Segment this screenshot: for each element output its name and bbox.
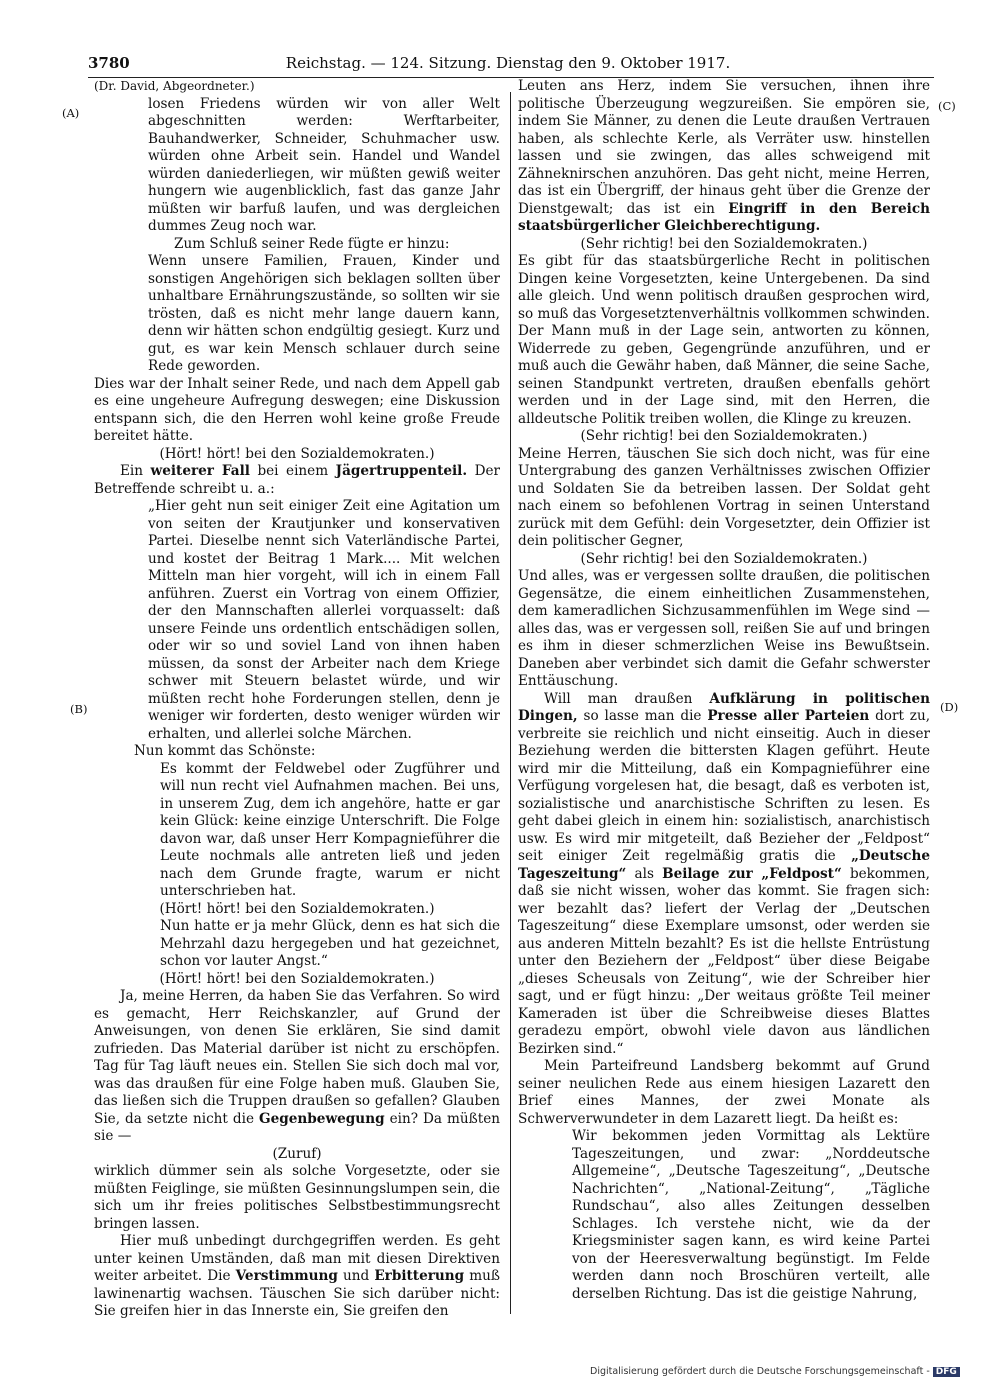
body-paragraph: Nun kommt das Schönste: (134, 743, 316, 759)
body-paragraph: Ja, meine Herren, da haben Sie das Verfahren. So wird es gemacht, Herr Reichskanzler, auf Grund der Anweisungen, von denen Sie erklären, Sie sind damit zufrieden. Das Material darüber ist nicht zu erschöpfen. Tag für Tag läuft neues ein. Stellen Sie sich doch mal vor, was das draußen für eine Folge haben muß. Glauben Sie, das ließen sich die Truppen draußen so gefallen? Glauben Sie, da setzte nicht die Gegenbewegung ein? Da müßten sie — (94, 988, 500, 1144)
quote-paragraph: Wenn unsere Familien, Frauen, Kinder und sonstigen Angehörigen sich beklagen sollten über unhaltbare Ernährungszustände, so sollten wir sie trösten, daß es nicht mehr lange dauern kann, denn wir hätten schon endgültig gesiegt. Kurz und gut, es war kein Mensch schlauer durch seine Rede geworden. (148, 253, 500, 374)
interjection: (Hört! hört! bei den Sozialdemokraten.) (159, 970, 435, 987)
interjection: (Hört! hört! bei den Sozialdemokraten.) (159, 900, 435, 917)
body-paragraph: Will man draußen Aufklärung in politischen Dingen, so lasse man die Presse aller Parteien dort zu, verbreite sie reichlich und nicht einseitig. Auch in dieser Beziehung werden die bittersten Klagen geführt. Heute wird mir die Mitteilung, daß ein Kompagnieführer eine Verfügung vorgelesen hat, die besagt, daß es verboten ist, sozialistische und anarchistische Schriften zu lesen. Es geht dabei gleich in einem hin: sozialistisch, anarchistisch usw. Es wird mir mitgeteilt, daß Bezieher der „Feldpost“ seit einiger Zeit regelmäßig gratis die „Deutsche Tageszeitung“ als Beilage zur „Feldpost“ bekommen, daß sie nicht wissen, woher das kommt. Sie fragen sich: wer bezahlt das? liefert der Verlag der „Deutschen Tageszeitung“ diese Exemplare umsonst, oder werden sie aus anderen Mitteln bezahlt? Es ist die hellste Entrüstung unter den Beziehern der „Feldpost“ über diese Beigabe „dieses Scheusals von Zeitung“, wie der Schreiber hier sagt, und er fügt hinzu: „Der weitaus größte Teil meiner Kameraden ist über die Schreibweise dieses Blattes geradezu empört, obwohl viele davon aus ländlichen Bezirken sind.“ (518, 690, 931, 1057)
quote-paragraph: „Hier geht nun seit einiger Zeit eine Agitation um von seiten der Krautjunker und konservativen Partei. Dieselbe nennt sich Vaterländische Partei, und kostet der Beitrag 1 Mark.... Mit welchen Mitteln man hier vorgeht, will ich in einem Fall anführen. Zuerst ein Vortrag von einem Offizier, der den Mannschaften allerlei vorquasselt: daß unsere Feinde uns ordentlich entschädigen sollen, oder wir so und soviel Land von ihnen haben müssen, da sonst der Arbeiter nach dem Kriege schwer mit Steuern belastet würde, und wir müßten recht hohe Forderungen stellen, denn je weniger wir forderten, desto weniger würden wir erhalten, und allerlei solche Märchen. (148, 498, 500, 742)
body-paragraph: Mein Parteifreund Landsberg bekommt auf Grund seiner neulichen Rede aus einem hiesigen Lazarett den Brief eines Mannes, der zwei Monate als Schwerverwundeter in dem Lazarett liegt. Da heißt es: (518, 1058, 930, 1127)
left-column (94, 78, 500, 1321)
page-number: 3780 (88, 54, 130, 72)
quote-paragraph: Es kommt der Feldwebel oder Zugführer und will nun recht viel Aufnahmen machen. Bei uns, in unserem Zug, dem ich angehöre, hatte er gar kein Glück: keine einzige Unterschrift. Die Folge davon war, daß unser Herr Kompagnieführer die Leute nochmals alle antreten ließ und jeden nach dem Grunde fragte, warum er nicht unterschrieben hat. (160, 760, 500, 899)
margin-label-a: (A) (62, 106, 80, 120)
body-paragraph: Ein weiterer Fall bei einem Jägertruppenteil. Der Betreffende schreibt u. a.: (94, 463, 501, 497)
quote-paragraph: Wir bekommen jeden Vormittag als Lektüre Tageszeitungen, und zwar: „Norddeutsche Allgemeine“, „Deutsche Tageszeitung“, „Deutsche Nachrichten“, „National-Zeitung“, „Tägliche Rundschau“, also alles Zeitungen desselben Schlages. Ich verstehe nicht, wie da der Kriegsminister sagen kann, es wird keine Partei von der Heeresverwaltung begünstigt. Im Felde werden dann noch Broschüren verteilt, alle derselben Richtung. Das ist die geistige Nahrung, (572, 1128, 930, 1302)
quote-paragraph: Nun hatte er ja mehr Glück, denn es hat sich die Mehrzahl dazu hergegeben und hat gezeichnet, schon vor lauter Angst.“ (160, 918, 500, 969)
right-column (518, 78, 930, 1303)
body-paragraph: Und alles, was er vergessen sollte draußen, die politischen Gegensätze, die einem einheitlichen Zusammenstehen, dem kameradlichen Sichzusammenfühlen im Wege sind — alles das, was er vergessen soll, reißen Sie auf und bringen es ihm in dieser schmerzlichen Weise ins Bewußtsein. Daneben aber verbindet sich damit die Gefahr schwerster Enttäuschung. (518, 568, 930, 689)
dfg-logo: DFG (933, 1367, 960, 1377)
interjection: (Sehr richtig! bei den Sozialdemokraten.) (580, 550, 868, 567)
interjection: (Zuruf) (272, 1145, 322, 1162)
quote-paragraph: Zum Schluß seiner Rede fügte er hinzu: (174, 235, 450, 252)
margin-label-b: (B) (70, 702, 88, 716)
interjection: (Sehr richtig! bei den Sozialdemokraten.) (580, 235, 868, 252)
interjection: (Hört! hört! bei den Sozialdemokraten.) (159, 445, 435, 462)
footer-text: Digitalisierung gefördert durch die Deutsche Forschungsgemeinschaft - (590, 1366, 930, 1377)
column-divider (510, 92, 511, 1314)
margin-label-d: (D) (940, 700, 959, 714)
body-paragraph: Es gibt für das staatsbürgerliche Recht in politischen Dingen keine Vorgesetzten, keine Untergebenen. Da sind alle gleich. Und wenn politisch draußen gesprochen wird, so muß das Vorgesetztenverhältnis vollkommen schwinden. Der Mann muß in der Lage sein, antworten zu können, Widerrede zu geben, Gegengründe anzuführen, und er muß auch die Gewähr haben, daß Männer, die seine Sache, seinen Standpunkt vertreten, draußen ebenfalls gehört werden und in der Lage sind, mit den Herren, die alldeutsche Politik treiben wollen, die Klinge zu kreuzen. (518, 253, 930, 427)
page-header (88, 54, 928, 76)
digitization-footer (590, 1366, 960, 1377)
body-paragraph: Leuten ans Herz, indem Sie versuchen, ihnen ihre politische Überzeugung wegzureißen. Sie empören sie, indem Sie Männer, zu denen die Leute draußen Vertrauen haben, als schlechte Kerle, als Verräter usw. hinstellen lassen und sie zwingen, das alles schweigend mit Zähneknirschen anzuhören. Das geht nicht, meine Herren, das ist ein Übergriff, der hinaus geht über die Grenze der Dienstgewalt; das ist ein Eingriff in den Bereich staatsbürgerlicher Gleichberechtigung. (518, 78, 930, 234)
body-paragraph: wirklich dümmer sein als solche Vorgesetzte, oder sie müßten Feiglinge, sie müßten Gesinnungslumpen sein, die sich um ihr freies politisches Selbstbestimmungsrecht bringen lassen. (94, 1163, 500, 1232)
body-paragraph: Hier muß unbedingt durchgegriffen werden. Es geht unter keinen Umständen, daß man mit diesen Direktiven weiter arbeitet. Die Verstimmung und Erbitterung muß lawinenartig wachsen. Täuschen Sie sich darüber nicht: Sie greifen hier in das Innerste ein, Sie greifen den (94, 1233, 500, 1319)
quote-paragraph: losen Friedens würden wir von aller Welt abgeschnitten werden: Werftarbeiter, Bauhandwerker, Schneider, Schuhmacher usw. würden ohne Arbeit sein. Handel und Wandel würden daniederliegen, wir müßten gewiß weiter hungern wie augenblicklich, fast das ganze Jahr müßten wir barfuß laufen, und was dergleichen dummes Zeug noch war. (148, 95, 500, 234)
interjection: (Sehr richtig! bei den Sozialdemokraten.) (580, 428, 868, 444)
margin-label-c: (C) (938, 99, 956, 113)
running-title: Reichstag. — 124. Sitzung. Dienstag den 9. Oktober 1917. (285, 54, 731, 72)
speaker-line: (Dr. David, Abgeordneter.) (94, 79, 255, 93)
body-paragraph: Dies war der Inhalt seiner Rede, und nach dem Appell gab es eine ungeheure Aufregung deswegen; eine Diskussion entspann sich, die den Herren wohl keine große Freude bereitet hätte. (94, 375, 500, 444)
body-paragraph: Meine Herren, täuschen Sie sich doch nicht, was für eine Untergrabung des ganzen Verhältnisses zwischen Offizier und Soldaten Sie da betreiben lassen. Der Soldat geht nach einem so befohlenen Vortrag in seinen Unterstand zurück mit dem Gefühl: dein Vorgesetzter, dein Offizier ist dein politischer Gegner, (518, 445, 930, 549)
